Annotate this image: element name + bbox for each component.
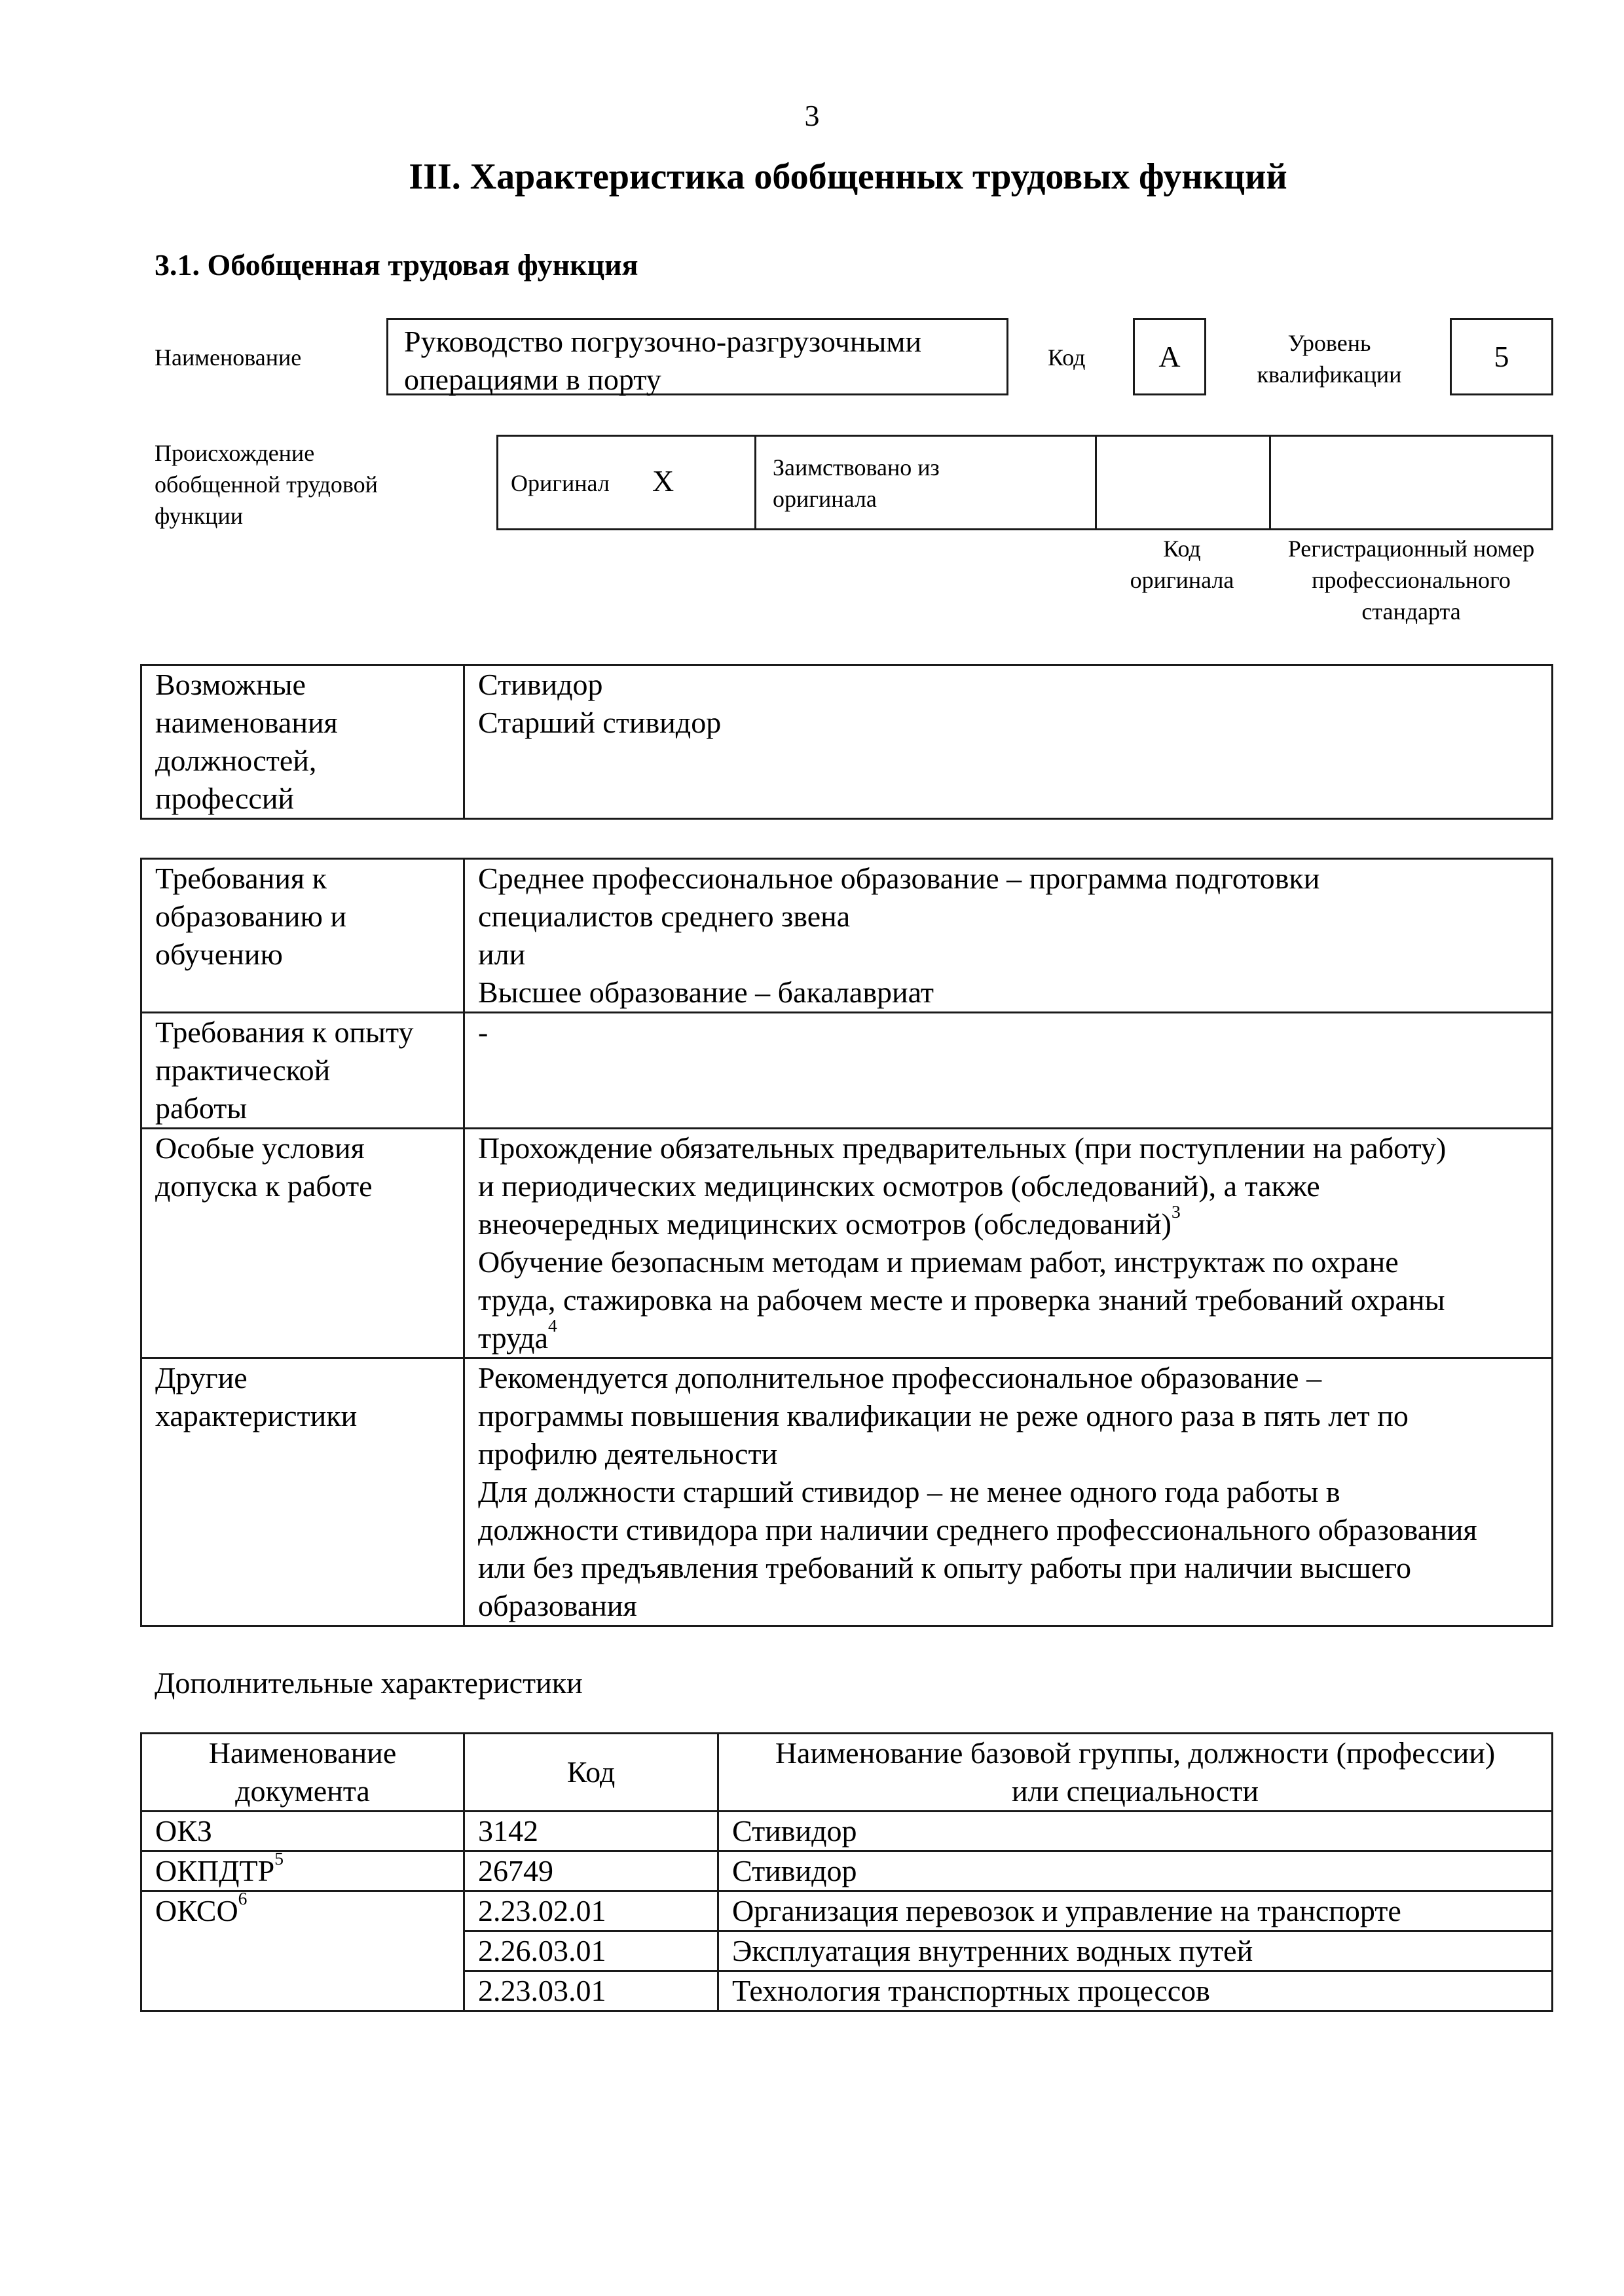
education-label-cell [141,859,464,1013]
additional-table [140,1732,1553,2012]
level-label-line-1: Уровень [1287,330,1371,356]
borrowed-label [773,452,940,515]
positions-label-cell [141,665,464,819]
header-code [464,1734,718,1812]
row-1-doc: ОКЗ [141,1812,464,1851]
reg-caption-line-1: Регистрационный номер [1287,536,1535,562]
level-label [1244,327,1414,390]
function-name-line-2: операциями в порту [404,363,661,396]
code-value-box: А [1133,318,1206,395]
page-number: 3 [804,99,820,132]
admission-line-3 [478,1201,1551,1243]
experience-value-cell [464,1013,1553,1129]
position-2: Старший стивидор [478,706,722,739]
other-line-1: Рекомендуется дополнительное профессиональное образование – [478,1361,1322,1394]
header-name [718,1734,1553,1812]
row-2-code: 26749 [464,1851,718,1891]
admission-label-cell [141,1129,464,1358]
other-line-2: программы повышения квалификации не реже одного раза в пять лет по [478,1399,1409,1432]
row-4-name: Эксплуатация внутренних водных путей [718,1931,1553,1971]
footnote-ref-3: 3 [1172,1201,1181,1222]
row-2-doc [141,1848,464,1891]
admission-value-cell [464,1129,1553,1358]
admission-label-line-2: допуска к работе [155,1169,373,1203]
admission-line-3-text: внеочередных медицинских осмотров (обследований) [478,1207,1172,1241]
section-title: III. Характеристика обобщенных трудовых функций [409,156,1287,197]
header-document-line-2: документа [235,1774,370,1808]
header-document-line-1: Наименование [208,1736,397,1770]
positions-label-line-3: должностей, [155,744,317,777]
row-3-code: 2.23.02.01 [464,1891,718,1931]
footnote-ref-6: 6 [238,1888,248,1909]
requirement-row-other [141,1358,1553,1626]
footnote-ref-5: 5 [274,1848,284,1869]
row-1-name: Стивидор [718,1812,1553,1851]
header-code-line-1: Код [566,1755,616,1789]
row-5-name: Технология транспортных процессов [718,1971,1553,2011]
row-1-code: 3142 [464,1812,718,1851]
origin-divider-1 [754,435,756,530]
origin-divider-2 [1095,435,1097,530]
admission-line-2: и периодических медицинских осмотров (обследований), а также [478,1169,1320,1203]
requirement-row-experience [141,1013,1553,1129]
other-value-cell [464,1358,1553,1626]
education-label-line-2: образованию и [155,900,346,933]
row-5-code: 2.23.03.01 [464,1971,718,2011]
admission-line-1: Прохождение обязательных предварительных (при поступлении на работу) [478,1131,1447,1165]
positions-table [140,664,1553,820]
experience-label-line-3: работы [155,1091,248,1125]
education-line-4: Высшее образование – бакалавриат [478,975,934,1009]
code-label: Код [1048,344,1086,371]
reg-caption-line-3: стандарта [1361,598,1461,625]
code-caption-line-1: Код [1163,536,1201,562]
other-line-5: должности стивидора при наличии среднего профессионального образования [478,1513,1477,1546]
function-name-box [386,318,1008,395]
code-original-caption [1095,533,1269,596]
table-row [141,1891,1553,1931]
other-line-3: профилю деятельности [478,1437,778,1470]
other-label-line-2: характеристики [155,1399,358,1432]
header-name-line-1: Наименование базовой группы, должности (профессии) [775,1736,1496,1770]
admission-line-5: труда, стажировка на рабочем месте и проверка знаний требований охраны [478,1283,1445,1317]
borrowed-label-line-1: Заимствовано из [773,454,940,481]
origin-label-line-3: функции [155,503,243,529]
experience-label-line-1: Требования к опыту [155,1015,414,1049]
other-line-7: образования [478,1589,637,1622]
education-line-3: или [478,938,526,971]
row-3-doc [141,1888,464,2011]
experience-label-cell [141,1013,464,1129]
requirements-table [140,858,1553,1627]
row-2-name: Стивидор [718,1851,1553,1891]
positions-label-line-4: профессий [155,782,295,815]
table-row [141,1851,1553,1891]
experience-line-1: - [478,1015,489,1049]
row-3-doc-text: ОКСО [155,1894,238,1927]
education-value-cell [464,859,1553,1013]
row-2-doc-text: ОКПДТР [155,1854,275,1887]
admission-label-line-1: Особые условия [155,1131,365,1165]
origin-label-line-1: Происхождение [155,440,315,466]
requirement-row-education [141,859,1553,1013]
function-name-line-1: Руководство погрузочно-разгрузочными [404,325,922,358]
header-document [141,1734,464,1812]
footnote-ref-4: 4 [547,1315,557,1336]
additional-header-row [141,1734,1553,1812]
origin-label [155,437,378,532]
admission-line-6-text: труда [478,1321,548,1355]
code-caption-line-2: оригинала [1130,567,1234,593]
subsection-title: 3.1. Обобщенная трудовая функция [155,248,638,282]
education-line-2: специалистов среднего звена [478,900,851,933]
additional-title: Дополнительные характеристики [155,1666,583,1700]
education-label-line-1: Требования к [155,862,327,895]
header-name-line-2: или специальности [1011,1774,1259,1808]
positions-values-cell [464,665,1553,819]
admission-line-4: Обучение безопасным методам и приемам работ, инструктаж по охране [478,1245,1399,1279]
origin-label-line-2: обобщенной трудовой [155,471,378,498]
experience-label-line-2: практической [155,1053,331,1087]
level-label-line-2: квалификации [1257,361,1402,388]
education-label-line-3: обучению [155,938,283,971]
other-line-6: или без предъявления требований к опыту работы при наличии высшего [478,1551,1411,1584]
positions-row [141,665,1553,819]
original-label: Оригинал [511,470,610,496]
level-value-box: 5 [1450,318,1553,395]
row-3-name: Организация перевозок и управление на транспорте [718,1891,1553,1931]
other-label-line-1: Другие [155,1361,248,1394]
admission-line-6 [478,1315,1551,1357]
row-4-code: 2.26.03.01 [464,1931,718,1971]
original-mark: Х [652,464,674,498]
positions-label-line-1: Возможные [155,668,306,701]
other-label-cell [141,1358,464,1626]
reg-caption-line-2: профессионального [1312,567,1511,593]
other-line-4: Для должности старший стивидор – не менее одного года работы в [478,1475,1340,1508]
position-1: Стивидор [478,668,603,701]
reg-number-caption [1269,533,1553,627]
name-label: Наименование [155,344,302,371]
table-row [141,1812,1553,1851]
education-line-1: Среднее профессиональное образование – программа подготовки [478,862,1320,895]
borrowed-label-line-2: оригинала [773,486,877,512]
requirement-row-admission [141,1129,1553,1358]
positions-label-line-2: наименования [155,706,338,739]
origin-divider-3 [1269,435,1271,530]
